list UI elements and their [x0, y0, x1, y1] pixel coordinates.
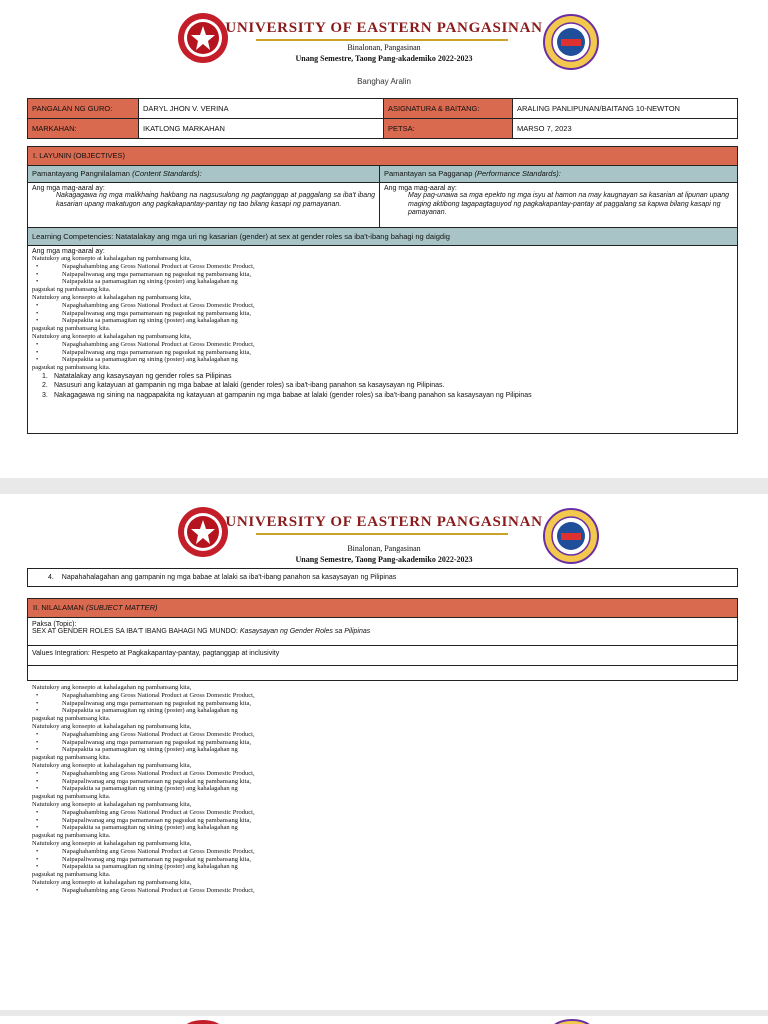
- subject-matter-header: II. NILALAMAN (SUBJECT MATTER): [28, 599, 737, 618]
- repeated-competency-lines: Natutukoy ang konsepto at kahalagahan ng pambansang kita, • Napaghahambing ang Gross National Product at Gross Domestic Product, • Naipapaliwanag ang mga pamamaraan ng pagsukat ng pambansang kita, • Naipapakita sa pamamagitan ng sining (poster) ang kahalagahan ng pagsukat ng pambansang kita. Natutukoy ang konsepto at kahalagahan ng pambansang kita, • Napaghahambing ang Gross National Product at Gross Domestic Product, • Naipapaliwanag ang mga pamamaraan ng pagsukat ng pambansang kita, • Naipapakita sa pamamagitan ng sining (poster) ang kahalagahan ng pagsukat ng pambansang kita. Natutukoy ang konsepto at kahalagahan ng pambansang kita, • Napaghahambing ang Gross National Product at Gross Domestic Product, • Naipapaliwanag ang mga pamamaraan ng pagsukat ng pambansang kita, • Naipapakita sa pamamagitan ng sining (poster) ang kahalagahan ng pagsukat ng pambansang kita. Natutukoy ang konsepto at kahalagahan ng pambansang kita, • Napaghahambing ang Gross National Product at Gross Domestic Product, • Naipapaliwanag ang mga pamamaraan ng pagsukat ng pambansang kita, • Naipapakita sa pamamagitan ng sining (poster) ang kahalagahan ng pagsukat ng pambansang kita. Natutukoy ang konsepto at kahalagahan ng pambansang kita, • Napaghahambing ang Gross National Product at Gross Domestic Product, • Naipapaliwanag ang mga pamamaraan ng pagsukat ng pambansang kita, • Naipapakita sa pamamagitan ng sining (poster) ang kahalagahan ng pagsukat ng pambansang kita. Natutukoy ang konsepto at kahalagahan ng pambansang kita, • Napaghahambing ang Gross National Product at Gross Domestic Product,: [32, 684, 332, 895]
- content-standards-cell: Ang mga mag-aaral ay: Nakagagawa ng mga malikhaing hakbang na nagsusulong ng pagtanggap at paggalang sa iba't ibang kasarian upang makatugon ang pagkakapantay-pantay ng tao bilang kasapi ng pamayanan.: [28, 183, 380, 227]
- standards-row: [28, 183, 737, 228]
- objectives-section: [27, 146, 738, 434]
- topic-cell: Paksa (Topic): SEX AT GENDER ROLES SA IBA'T IBANG BAHAGI NG MUNDO: Kasaysayan ng Gender Roles sa Pilipinas: [28, 618, 737, 646]
- petsa-label: PETSA:: [384, 119, 513, 139]
- petsa-value: MARSO 7, 2023: [513, 119, 738, 139]
- empty-row: [28, 666, 737, 680]
- university-name: UNIVERSITY OF EASTERN PANGASINAN: [225, 514, 543, 530]
- objectives-header: I. LAYUNIN (OBJECTIVES): [28, 147, 737, 166]
- page-3-peek: [0, 1016, 768, 1024]
- department-seal-right-icon: [551, 1018, 593, 1024]
- semester: Unang Semestre, Taong Pang-akademiko 2022-2023: [295, 555, 473, 564]
- location: Binalonan, Pangasinan: [347, 43, 421, 52]
- location: Binalonan, Pangasinan: [347, 544, 421, 553]
- asignatura-label: ASIGNATURA & BAITANG:: [384, 99, 513, 119]
- page-2: [0, 494, 768, 1010]
- competencies-body: Ang mga mag-aaral ay: Natutukoy ang konsepto at kahalagahan ng pambansang kita, • Napaghahambing ang Gross National Product at Gross Domestic Product, • Naipapaliwanag ang mga pamamaraan ng pagsukat ng pambansang kita, • Naipapakita sa pamamagitan ng sining (poster) ang kahalagahan ng pagsukat ng pambansang kita. Natutukoy ang konsepto at kahalagahan ng pambansang kita, • Napaghahambing ang Gross National Product at Gross Domestic Product, • Naipapaliwanag ang mga pamamaraan ng pagsukat ng pambansang kita, • Naipapakita sa pamamagitan ng sining (poster) ang kahalagahan ng pagsukat ng pambansang kita. Natutukoy ang konsepto at kahalagahan ng pambansang kita, • Napaghahambing ang Gross National Product at Gross Domestic Product, • Naipapaliwanag ang mga pamamaraan ng pagsukat ng pambansang kita, • Naipapakita sa pamamagitan ng sining (poster) ang kahalagahan ng pagsukat ng pambansang kita. 1. Natatalakay ang kasaysayan ng gender roles sa Pilipinas 2. Nasusuri ang katayuan at gampanin ng mga babae at lalaki (gender roles) sa iba't-ibang panahon sa kasaysayan ng Pilipinas. 3. Nakagagawa ng sining na nagpapakita ng katayuan at gampanin ng mga babae at lalaki (gender roles) sa iba't-ibang panahon sa kasaysayan ng Pilipinas: [28, 246, 737, 433]
- markahan-label: MARKAHAN:: [28, 119, 139, 139]
- competencies-bar: Learning Competencies: Natatalakay ang mga uri ng kasarian (gender) at sex at gender roles sa iba't-ibang bahagi ng daigdig: [28, 228, 737, 246]
- performance-standards-label: Pamantayan sa Pagganap (Performance Standards):: [384, 169, 561, 178]
- content-standards-label: Pamantayang Pangnilalaman (Content Standards):: [28, 166, 380, 182]
- semester: Unang Semestre, Taong Pang-akademiko 2022-2023: [295, 54, 473, 63]
- objective-item: 3. Nakagagawa ng sining na nagpapakita ng katayuan at gampanin ng mga babae at lalaki (gender roles) sa iba't-ibang panahon sa kasaysayan ng Pilipinas: [42, 391, 532, 399]
- university-name: UNIVERSITY OF EASTERN PANGASINAN: [225, 20, 543, 36]
- asignatura-value: ARALING PANLIPUNAN/BAITANG 10-NEWTON: [513, 99, 738, 119]
- performance-standards-cell: Ang mga mag-aaral ay: May pag-unawa sa mga epekto ng mga isyu at hamon na may kaugnayan sa kasarian at lipunan upang maging aktibong tagapagtaguyod ng pagkakapantay-pantay at paggalang sa kapwa bilang kasapi ng pamayanan.: [384, 185, 730, 216]
- title-underline: [256, 39, 508, 41]
- values-integration-cell: Values Integration: Respeto at Pagkakapantay-pantay, pagtanggap at inclusivity: [28, 646, 737, 666]
- standards-header-row: [28, 166, 737, 183]
- subject-matter-section: [27, 598, 738, 681]
- numbered-objectives: [32, 372, 733, 401]
- document-title: Banghay Aralin: [357, 77, 411, 86]
- markahan-value: IKATLONG MARKAHAN: [139, 119, 384, 139]
- title-underline: [256, 533, 508, 535]
- page-1: [0, 0, 768, 478]
- guro-value: DARYL JHON V. VERINA: [139, 99, 384, 119]
- competency-lines: Natutukoy ang konsepto at kahalagahan ng pambansang kita, • Napaghahambing ang Gross National Product at Gross Domestic Product, • Naipapaliwanag ang mga pamamaraan ng pagsukat ng pambansang kita, • Naipapakita sa pamamagitan ng sining (poster) ang kahalagahan ng pagsukat ng pambansang kita. Natutukoy ang konsepto at kahalagahan ng pambansang kita, • Napaghahambing ang Gross National Product at Gross Domestic Product, • Naipapaliwanag ang mga pamamaraan ng pagsukat ng pambansang kita, • Naipapakita sa pamamagitan ng sining (poster) ang kahalagahan ng pagsukat ng pambansang kita. Natutukoy ang konsepto at kahalagahan ng pambansang kita, • Napaghahambing ang Gross National Product at Gross Domestic Product, • Naipapaliwanag ang mga pamamaraan ng pagsukat ng pambansang kita, • Naipapakita sa pamamagitan ng sining (poster) ang kahalagahan ng pagsukat ng pambansang kita.: [32, 255, 733, 372]
- page-gap: [0, 478, 768, 494]
- objective-item-4: 4. Napahahalagahan ang gampanin ng mga babae at lalaki sa iba't-ibang panahon sa kasaysayan ng Pilipinas: [27, 568, 738, 587]
- guro-label: PANGALAN NG GURO:: [28, 99, 139, 119]
- objective-item: 1. Natatalakay ang kasaysayan ng gender roles sa Pilipinas: [42, 372, 232, 380]
- objective-item: 2. Nasusuri ang katayuan at gampanin ng mga babae at lalaki (gender roles) sa iba't-ibang panahon sa kasaysayan ng Pilipinas.: [42, 382, 445, 390]
- department-seal-right-icon: [543, 14, 599, 70]
- info-table: [27, 98, 738, 139]
- department-seal-right-icon: [543, 508, 599, 564]
- university-seal-left-icon: [182, 1018, 224, 1024]
